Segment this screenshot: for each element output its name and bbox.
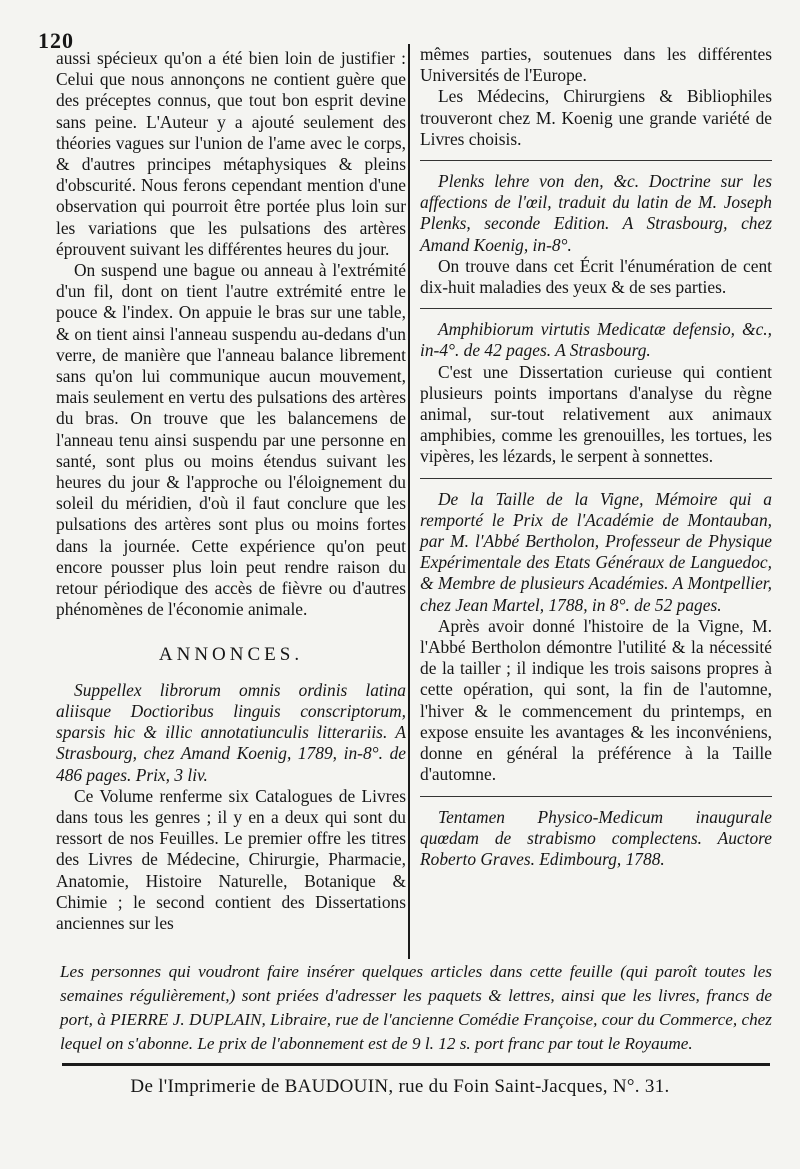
announcement-body: Ce Volume renferme six Catalogues de Livres dans tous les genres ; il y en a deux qui sont du ressort de nos Feuilles. Le premier offre les titres des Livres de Médecine, Chirurgie, Pharmacie, Anatomie, Histoire Naturelle, Botanique & Chimie ; le second contient des Dissertations anciennes sur les <box>56 785 406 933</box>
announcement-title: De la Taille de la Vigne, Mémoire qui a remporté le Prix de l'Académie de Montauban, par M. l'Abbé Bertholon, Professeur de Physique Expérimentale des Etats Généraux de Languedoc, & Membre de plusieurs Académies. A Montpellier, chez Jean Martel, 1788, in 8°. de 52 pages. <box>420 488 772 615</box>
announcement-title: Amphibiorum virtutis Medicatæ defensio, &c., in-4°. de 42 pages. A Strasbourg. <box>420 319 772 361</box>
article-paragraph: On suspend une bague ou anneau à l'extrémité d'un fil, dont on tient l'autre extrémité entre le pouce & l'index. On appuie le bras sur une table, & on tient ainsi l'anneau suspendu au-dedans d'un verre, de manière que l'anneau balance librement sans qu'on lui communique aucun mouvement, mais seulement en vertu des pulsations des artères du bras. On trouve que les balancemens de l'anneau tenu ainsi suspendu par une personne en santé, sont plus ou moins étendus suivant les heures du jour & l'approche ou l'éloignement du soleil du méridien, d'où il faut conclure que les pulsations des artères sont plus ou moins fortes dans la journée. Cette expérience qu'on peut encore pousser plus loin peut rendre raison du retour périodique des accès de fièvre ou d'autres phénomènes de l'économie animale. <box>56 260 406 620</box>
announcement-body: Après avoir donné l'histoire de la Vigne, M. l'Abbé Bertholon démontre l'utilité & la nécessité de la tailler ; il indique les trois saisons propres à cette opération, qui sont, la fin de l'automne, l'hiver & le commencement du printemps, en expose ensuite les avantages & les inconvéniens, donne en général la préférence à la Taille d'automne. <box>420 615 772 785</box>
announcement-title: Tentamen Physico-Medicum inaugurale quœdam de strabismo complectens. Auctore Roberto Graves. Edimbourg, 1788. <box>420 806 772 869</box>
announcement-body: Les Médecins, Chirurgiens & Bibliophiles trouveront chez M. Koenig une grande variété de Livres choisis. <box>420 86 772 149</box>
left-column <box>56 48 406 934</box>
section-title-annonces: ANNONCES. <box>158 644 304 666</box>
article-paragraph: aussi spécieux qu'on a été bien loin de justifier : Celui que nous annonçons ne contient guère que des préceptes connus, que tout bon esprit devine sans peine. L'Auteur y a ajouté seulement des théories vagues sur l'union de l'ame avec le corps, & d'autres principes métaphysiques & pleins d'obscurité. Nous ferons cependant mention d'une observation qui pourroit être portée plus loin sur les variations que les pulsations des artères éprouvent suivant les différentes heures du jour. <box>56 48 406 259</box>
announcement-body: On trouve dans cet Écrit l'énumération de cent dix-huit maladies des yeux & de ses parties. <box>420 255 772 298</box>
entry-divider <box>420 478 772 479</box>
column-divider <box>408 44 410 959</box>
right-column <box>420 44 772 870</box>
entry-divider <box>420 796 772 797</box>
announcement-continuation: mêmes parties, soutenues dans les différentes Universités de l'Europe. <box>420 44 772 86</box>
announcement-title: Suppellex librorum omnis ordinis latina aliisque Doctioribus linguis conscriptorum, sparsis hic & illic annotatiunculis litterariis. A Strasbourg, chez Amand Koenig, 1789, in-8°. de 486 pages. Prix, 3 liv. <box>56 679 406 785</box>
printer-imprint: De l'Imprimerie de BAUDOUIN, rue du Foin Saint-Jacques, N°. 31. <box>130 1076 670 1097</box>
subscription-notice: Les personnes qui voudront faire insérer quelques articles dans cette feuille (qui paroît toutes les semaines régulièrement,) sont priées d'adresser les paquets & lettres, ainsi que les livres, francs de port, à PIERRE J. DUPLAIN, Libraire, rue de l'ancienne Comédie Françoise, cour du Commerce, chez lequel on s'abonne. Le prix de l'abonnement est de 9 l. 12 s. port franc par tout le Royaume. <box>60 962 772 1053</box>
entry-divider <box>420 160 772 161</box>
page-number: 120 <box>38 28 74 53</box>
footer-rule <box>62 1063 770 1066</box>
announcement-body: C'est une Dissertation curieuse qui contient plusieurs points importans d'analyse du règne animal, sur-tout relativement aux animaux amphibies, comme les grenouilles, les tortues, les vipères, les lézards, le serpent à sonnettes. <box>420 361 772 467</box>
entry-divider <box>420 308 772 309</box>
announcement-title: Plenks lehre von den, &c. Doctrine sur les affections de l'œil, traduit du latin de M. Joseph Plenks, seconde Edition. A Strasbourg, chez Amand Koenig, in-8°. <box>420 171 772 255</box>
